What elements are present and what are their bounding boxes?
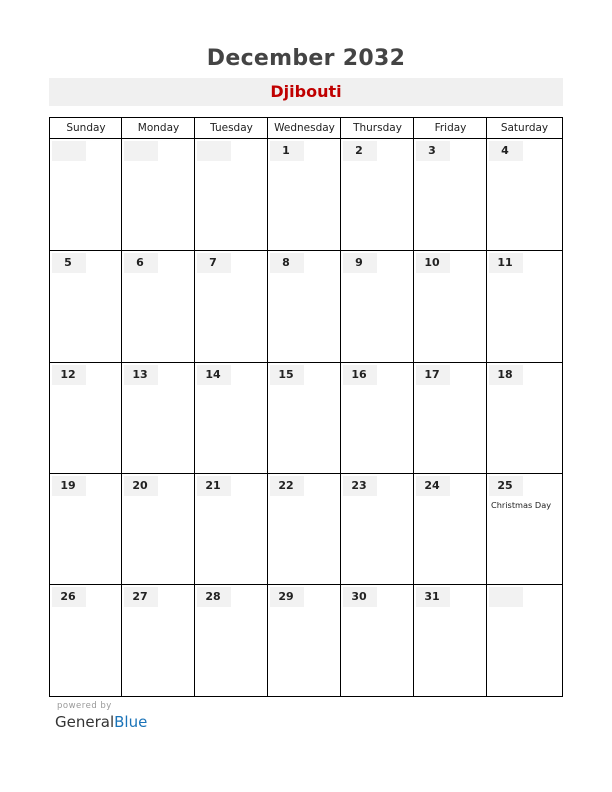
day-cell[interactable] — [195, 251, 268, 363]
day-number: 21 — [205, 479, 221, 492]
day-number: 9 — [355, 256, 363, 269]
day-cell[interactable] — [122, 251, 195, 363]
day-cell[interactable] — [341, 363, 414, 474]
day-number: 15 — [278, 368, 294, 381]
weekday-header: Saturday — [487, 118, 562, 139]
holiday-label: Christmas Day — [491, 500, 552, 510]
day-cell[interactable] — [487, 139, 562, 251]
day-number: 24 — [424, 479, 440, 492]
day-cell[interactable] — [268, 474, 341, 585]
day-cell[interactable] — [487, 363, 562, 474]
day-number: 11 — [497, 256, 513, 269]
country-banner — [49, 78, 563, 106]
day-cell[interactable] — [414, 585, 487, 696]
day-number: 19 — [60, 479, 76, 492]
day-cell[interactable] — [341, 139, 414, 251]
day-cell[interactable] — [414, 139, 487, 251]
day-cell[interactable] — [341, 251, 414, 363]
day-cell[interactable] — [487, 585, 562, 696]
day-number: 22 — [278, 479, 294, 492]
day-cell[interactable] — [195, 363, 268, 474]
day-cell[interactable] — [195, 139, 268, 251]
weekday-header: Tuesday — [195, 118, 268, 139]
day-number: 5 — [64, 256, 72, 269]
day-number: 8 — [282, 256, 290, 269]
day-number: 26 — [60, 590, 76, 603]
day-cell[interactable] — [50, 139, 122, 251]
weekday-header: Monday — [122, 118, 195, 139]
calendar-grid — [49, 117, 563, 697]
day-number: 10 — [424, 256, 440, 269]
day-cell[interactable] — [122, 585, 195, 696]
day-cell[interactable] — [414, 363, 487, 474]
brand-blue: Blue — [114, 713, 148, 731]
day-cell[interactable] — [268, 585, 341, 696]
day-number: 20 — [132, 479, 148, 492]
day-number: 25 — [497, 479, 513, 492]
country-name: Djibouti — [270, 82, 342, 101]
powered-by-label: powered by — [57, 701, 112, 711]
day-cell[interactable] — [122, 139, 195, 251]
day-number: 29 — [278, 590, 294, 603]
day-number: 3 — [428, 144, 436, 157]
day-cell[interactable] — [195, 474, 268, 585]
day-number: 12 — [60, 368, 76, 381]
brand-general: General — [55, 713, 115, 731]
day-number: 18 — [497, 368, 513, 381]
day-number: 13 — [132, 368, 148, 381]
day-number: 31 — [424, 590, 440, 603]
brand-logo[interactable] — [55, 713, 147, 731]
page-title: December 2032 — [206, 46, 406, 71]
day-cell[interactable] — [268, 139, 341, 251]
day-cell[interactable] — [414, 474, 487, 585]
weekday-header: Friday — [414, 118, 487, 139]
day-number: 30 — [351, 590, 367, 603]
day-cell[interactable] — [122, 474, 195, 585]
day-number: 23 — [351, 479, 367, 492]
day-cell[interactable] — [341, 474, 414, 585]
day-number: 4 — [501, 144, 509, 157]
day-cell[interactable] — [341, 585, 414, 696]
day-number-box — [52, 141, 86, 161]
day-number: 6 — [136, 256, 144, 269]
day-cell[interactable] — [50, 251, 122, 363]
day-cell[interactable] — [50, 363, 122, 474]
day-cell[interactable] — [268, 251, 341, 363]
day-number: 17 — [424, 368, 440, 381]
day-number: 28 — [205, 590, 221, 603]
weekday-header: Sunday — [50, 118, 122, 139]
weekday-header: Thursday — [341, 118, 414, 139]
weekday-header: Wednesday — [268, 118, 341, 139]
day-number: 2 — [355, 144, 363, 157]
day-cell[interactable] — [414, 251, 487, 363]
day-cell[interactable] — [122, 363, 195, 474]
day-cell[interactable] — [487, 251, 562, 363]
day-cell[interactable] — [195, 585, 268, 696]
day-number-box — [489, 587, 523, 607]
day-number: 16 — [351, 368, 367, 381]
day-cell[interactable] — [50, 474, 122, 585]
day-number: 1 — [282, 144, 290, 157]
day-number: 27 — [132, 590, 148, 603]
day-cell[interactable] — [50, 585, 122, 696]
day-number: 14 — [205, 368, 221, 381]
day-number-box — [197, 141, 231, 161]
day-cell[interactable] — [487, 474, 562, 585]
day-number: 7 — [209, 256, 217, 269]
day-number-box — [124, 141, 158, 161]
day-cell[interactable] — [268, 363, 341, 474]
